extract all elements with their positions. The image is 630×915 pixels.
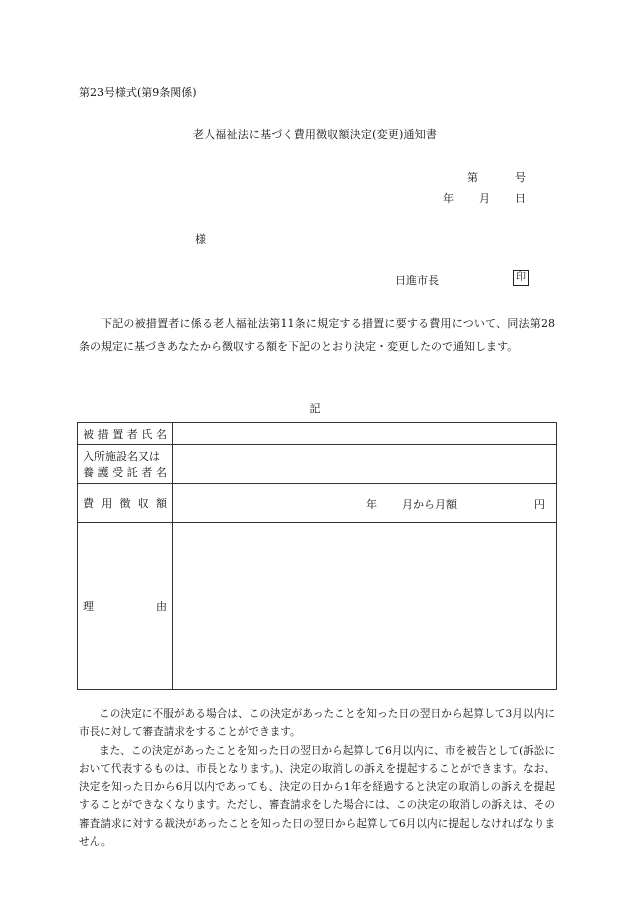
label-char: 名 xyxy=(155,466,167,479)
document-title: 老人福祉法に基づく費用徴収額決定(変更)通知書 xyxy=(192,128,438,141)
label-char: 徴 xyxy=(119,497,131,510)
fee-year-label: 年 xyxy=(366,498,377,511)
label-char: 護 xyxy=(97,466,109,479)
label-char: 者 xyxy=(141,466,153,479)
doc-number-prefix: 第 xyxy=(467,171,478,184)
notice-paragraph: また、この決定があったことを知った日の翌日から起算して6月以内に、市を被告として(訴訟において代表するものは、市長となります。)、決定の取消しの訴えを提起することができます。なお、決定を知った日から6月以内であっても、決定の日から1年を経過すると決定の取消しの訴えを提起することができなくなります。ただし、審査請求をした場合には、この決定の取消しの訴えは、その審査請求に対する裁決があったことを知った日の翌日から起算して6月以内に提起しなければなりません。 xyxy=(79,744,555,849)
seal-stamp: 印 xyxy=(513,270,529,286)
label-char: 者 xyxy=(126,427,138,441)
facility-label-line1: 入所施設名又は xyxy=(83,450,160,463)
notice-paragraph: この決定に不服がある場合は、この決定があったことを知った日の翌日から起算して3月以内に市長に対して審査請求をすることができます。 xyxy=(79,708,555,739)
label-char: 置 xyxy=(112,427,124,441)
reason-label-char: 理 xyxy=(83,600,94,613)
reason-label xyxy=(83,598,167,614)
appeal-notice xyxy=(79,705,555,851)
label-char: 額 xyxy=(156,497,167,510)
date-year-label: 年 xyxy=(443,192,454,205)
label-char: 措 xyxy=(97,427,109,441)
intro-paragraph: 下記の被措置者に係る老人福祉法第11条に規定する措置に要する費用について、同法第28条の規定に基づきあなたから徴収する額を下記のとおり決定・変更したので通知します。 xyxy=(79,317,555,353)
fee-label xyxy=(83,495,167,511)
label-char: 託 xyxy=(126,466,138,479)
issuer-name: 日進市長 xyxy=(395,274,439,287)
facility-value-cell[interactable] xyxy=(173,445,557,484)
doc-number-suffix: 号 xyxy=(515,171,526,184)
facility-label-line2 xyxy=(83,464,167,480)
label-cell xyxy=(78,423,173,445)
reason-label-char: 由 xyxy=(156,600,167,613)
fee-details-table xyxy=(77,422,557,690)
label-cell xyxy=(78,523,173,690)
label-char: 費 xyxy=(83,497,94,510)
label-cell xyxy=(78,484,173,523)
fee-yen-label: 円 xyxy=(534,498,545,511)
label-char: 氏 xyxy=(141,427,153,441)
label-char: 用 xyxy=(101,497,113,510)
addressee-honorific: 様 xyxy=(195,233,206,246)
name-label xyxy=(83,426,167,442)
form-number-label: 第23号様式(第9条関係) xyxy=(79,86,197,99)
label-char: 名 xyxy=(155,427,167,441)
label-char: 養 xyxy=(83,466,94,479)
label-cell xyxy=(78,445,173,484)
label-char: 受 xyxy=(112,466,124,479)
table-row xyxy=(78,423,557,445)
date-day-label: 日 xyxy=(515,192,526,205)
reason-value-cell[interactable] xyxy=(173,523,557,690)
label-char: 収 xyxy=(137,497,149,510)
fee-value-cell[interactable] xyxy=(173,484,557,523)
table-row xyxy=(78,445,557,484)
date-month-label: 月 xyxy=(479,192,490,205)
ki-heading: 記 xyxy=(309,402,321,415)
table-row xyxy=(78,484,557,523)
table-row xyxy=(78,523,557,690)
fee-month-from-label: 月から月額 xyxy=(402,498,457,511)
fee-line xyxy=(178,496,551,510)
name-value-cell[interactable] xyxy=(173,423,557,445)
label-char: 被 xyxy=(83,427,94,441)
